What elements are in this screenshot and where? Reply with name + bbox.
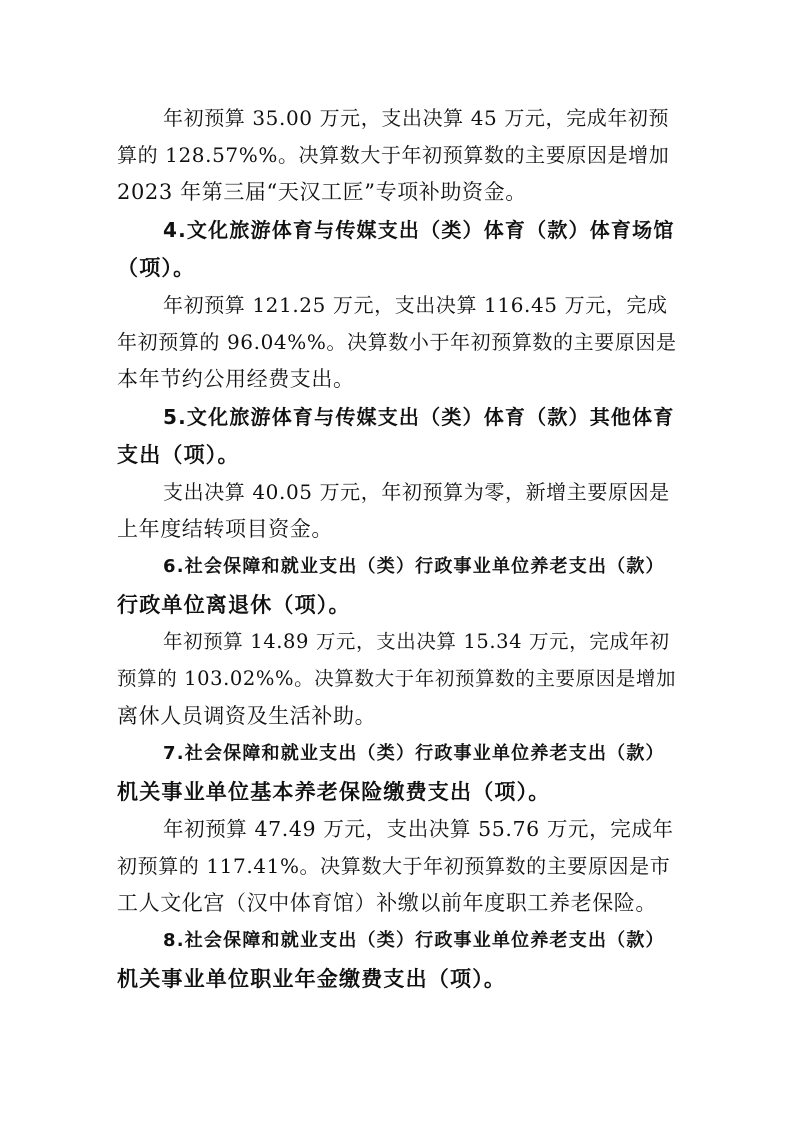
paragraph-line: 支出决算 40.05 万元，年初预算为零，新增主要原因是 [163, 480, 670, 504]
paragraph-line: 预算的 103.02%%。决算数大于年初预算数的主要原因是增加 [117, 667, 677, 690]
paragraph-line: 年初预算 47.49 万元，支出决算 55.76 万元，完成年 [163, 817, 674, 841]
section-heading: 8.社会保障和就业支出（类）行政事业单位养老支出（款） [163, 930, 665, 951]
section-heading: 机关事业单位职业年金缴费支出（项）。 [117, 967, 507, 991]
paragraph-line: 年初预算 35.00 万元，支出决算 45 万元，完成年初预 [163, 106, 670, 130]
section-heading: 5.文化旅游体育与传媒支出（类）体育（款）其他体育 [163, 405, 675, 429]
paragraph-line: 2023 年第三届“天汉工匠”专项补助资金。 [117, 180, 527, 204]
section-heading: 行政单位离退休（项）。 [117, 593, 351, 617]
paragraph-line: 本年节约公用经费支出。 [117, 367, 355, 391]
section-heading: 7.社会保障和就业支出（类）行政事业单位养老支出（款） [163, 743, 665, 764]
section-heading: 6.社会保障和就业支出（类）行政事业单位养老支出（款） [163, 556, 665, 577]
paragraph-line: 离休人员调资及生活补助。 [117, 704, 377, 728]
paragraph-line: 初预算的 117.41%。决算数大于年初预算数的主要原因是市 [117, 854, 671, 878]
paragraph-line: 年初预算 14.89 万元，支出决算 15.34 万元，完成年初 [163, 630, 670, 653]
section-heading: （项）。 [117, 256, 196, 280]
paragraph-line: 年初预算的 96.04%%。决算数小于年初预算数的主要原因是 [117, 330, 677, 354]
paragraph-line: 上年度结转项目资金。 [117, 517, 333, 541]
paragraph-line: 工人文化宫（汉中体育馆）补缴以前年度职工养老保险。 [117, 891, 657, 915]
section-heading: 支出（项）。 [117, 443, 240, 467]
paragraph-line: 年初预算 121.25 万元，支出决算 116.45 万元，完成 [163, 293, 668, 317]
paragraph-line: 算的 128.57%%。决算数大于年初预算数的主要原因是增加 [117, 143, 670, 167]
section-heading: 机关事业单位基本养老保险缴费支出（项）。 [117, 780, 551, 804]
section-heading: 4.文化旅游体育与传媒支出（类）体育（款）体育场馆 [163, 218, 675, 242]
